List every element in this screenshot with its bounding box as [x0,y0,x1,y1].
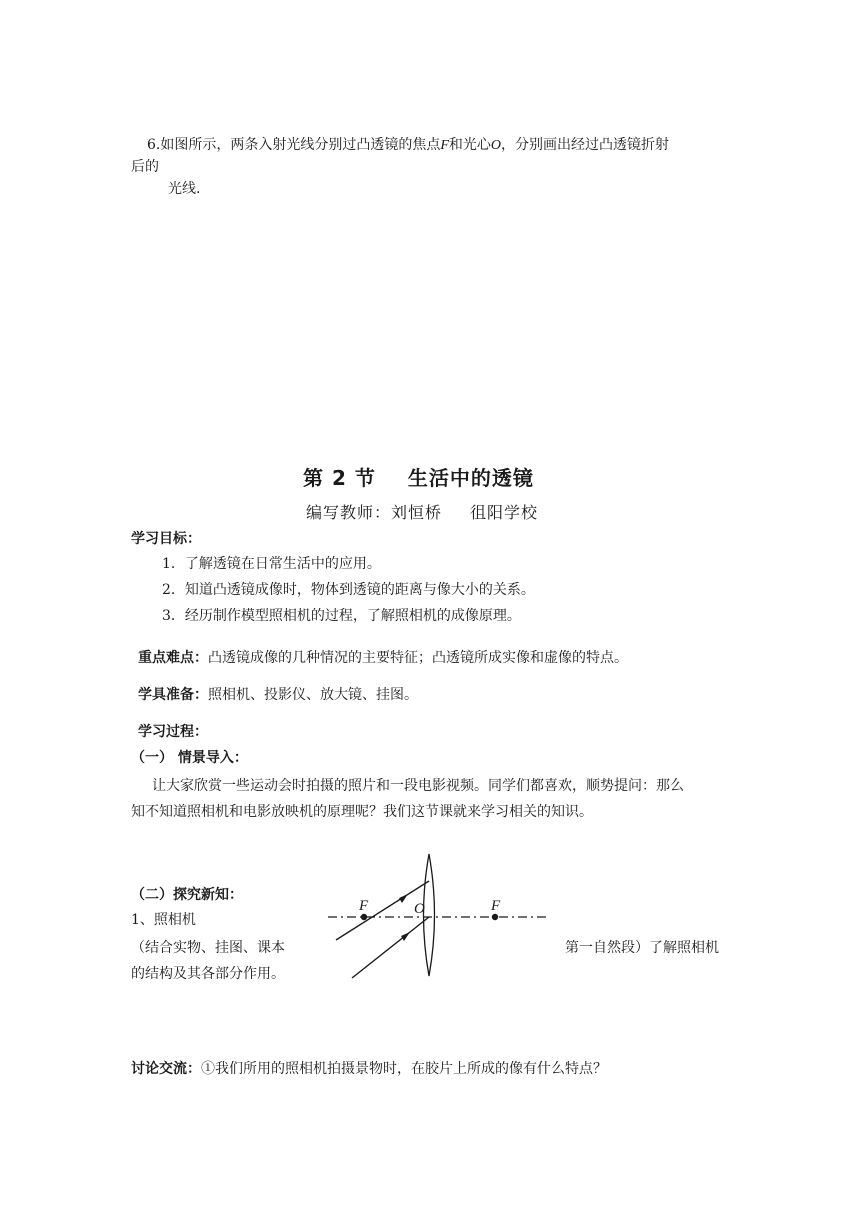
ray-through-center [352,917,429,978]
step1-heading: （一） 情景导入： [131,750,248,766]
question-line-1: 6.如图所示，两条入射光线分别过凸透镜的焦点F和光心O，分别画出经过凸透镜折射 [147,137,670,153]
objective-item-2: 2．知道凸透镜成像时，物体到透镜的距离与像大小的关系。 [162,582,535,598]
ray-arrow-1-icon [399,894,408,903]
question-line-3: 光线. [168,181,201,197]
objective-item-1: 1．了解透镜在日常生活中的应用。 [162,556,381,572]
step1-paragraph-line-2: 知不知道照相机和电影放映机的原理呢？我们这节课就来学习相关的知识。 [131,804,593,820]
camera-heading: 1、照相机 [131,912,196,928]
step1-paragraph-line-1: 让大家欣赏一些运动会时拍摄的照片和一段电影视频。同学们都喜欢，顺势提问：那么 [152,778,684,794]
camera-line-1-left: （结合实物、挂图、课本 [131,940,285,956]
label-o: O [414,901,425,917]
optical-center-symbol: O [490,138,502,153]
discussion: 讨论交流：①我们所用的照相机拍摄景物时，在胶片上所成的像有什么特点？ [131,1061,607,1077]
camera-line-2: 的结构及其各部分作用。 [131,966,285,982]
focus-symbol: F [440,138,449,153]
label-f-left: F [359,898,369,914]
convex-lens-shape [424,854,435,976]
objectives-heading: 学习目标： [131,531,201,547]
author-line: 编写教师：刘恒桥 徂阳学校 [306,503,539,522]
step2-heading: （二）探究新知： [131,887,243,903]
process-heading: 学习过程： [138,724,208,740]
convex-lens-diagram [322,848,554,980]
label-f-right: F [491,898,501,914]
question-line-2: 后的 [131,159,159,175]
objective-item-3: 3．经历制作模型照相机的过程，了解照相机的成像原理。 [162,608,521,624]
section-title: 第 2 节 生活中的透镜 [303,466,534,490]
right-focus-point [492,914,498,920]
key-points: 重点难点：凸透镜成像的几种情况的主要特征；凸透镜所成实像和虚像的特点。 [138,650,628,666]
ray-arrow-2-icon [401,932,410,941]
camera-line-1-right: 第一自然段）了解照相机 [565,940,719,956]
tools: 学具准备：照相机、投影仪、放大镜、挂图。 [138,687,418,703]
left-focus-point [361,914,367,920]
